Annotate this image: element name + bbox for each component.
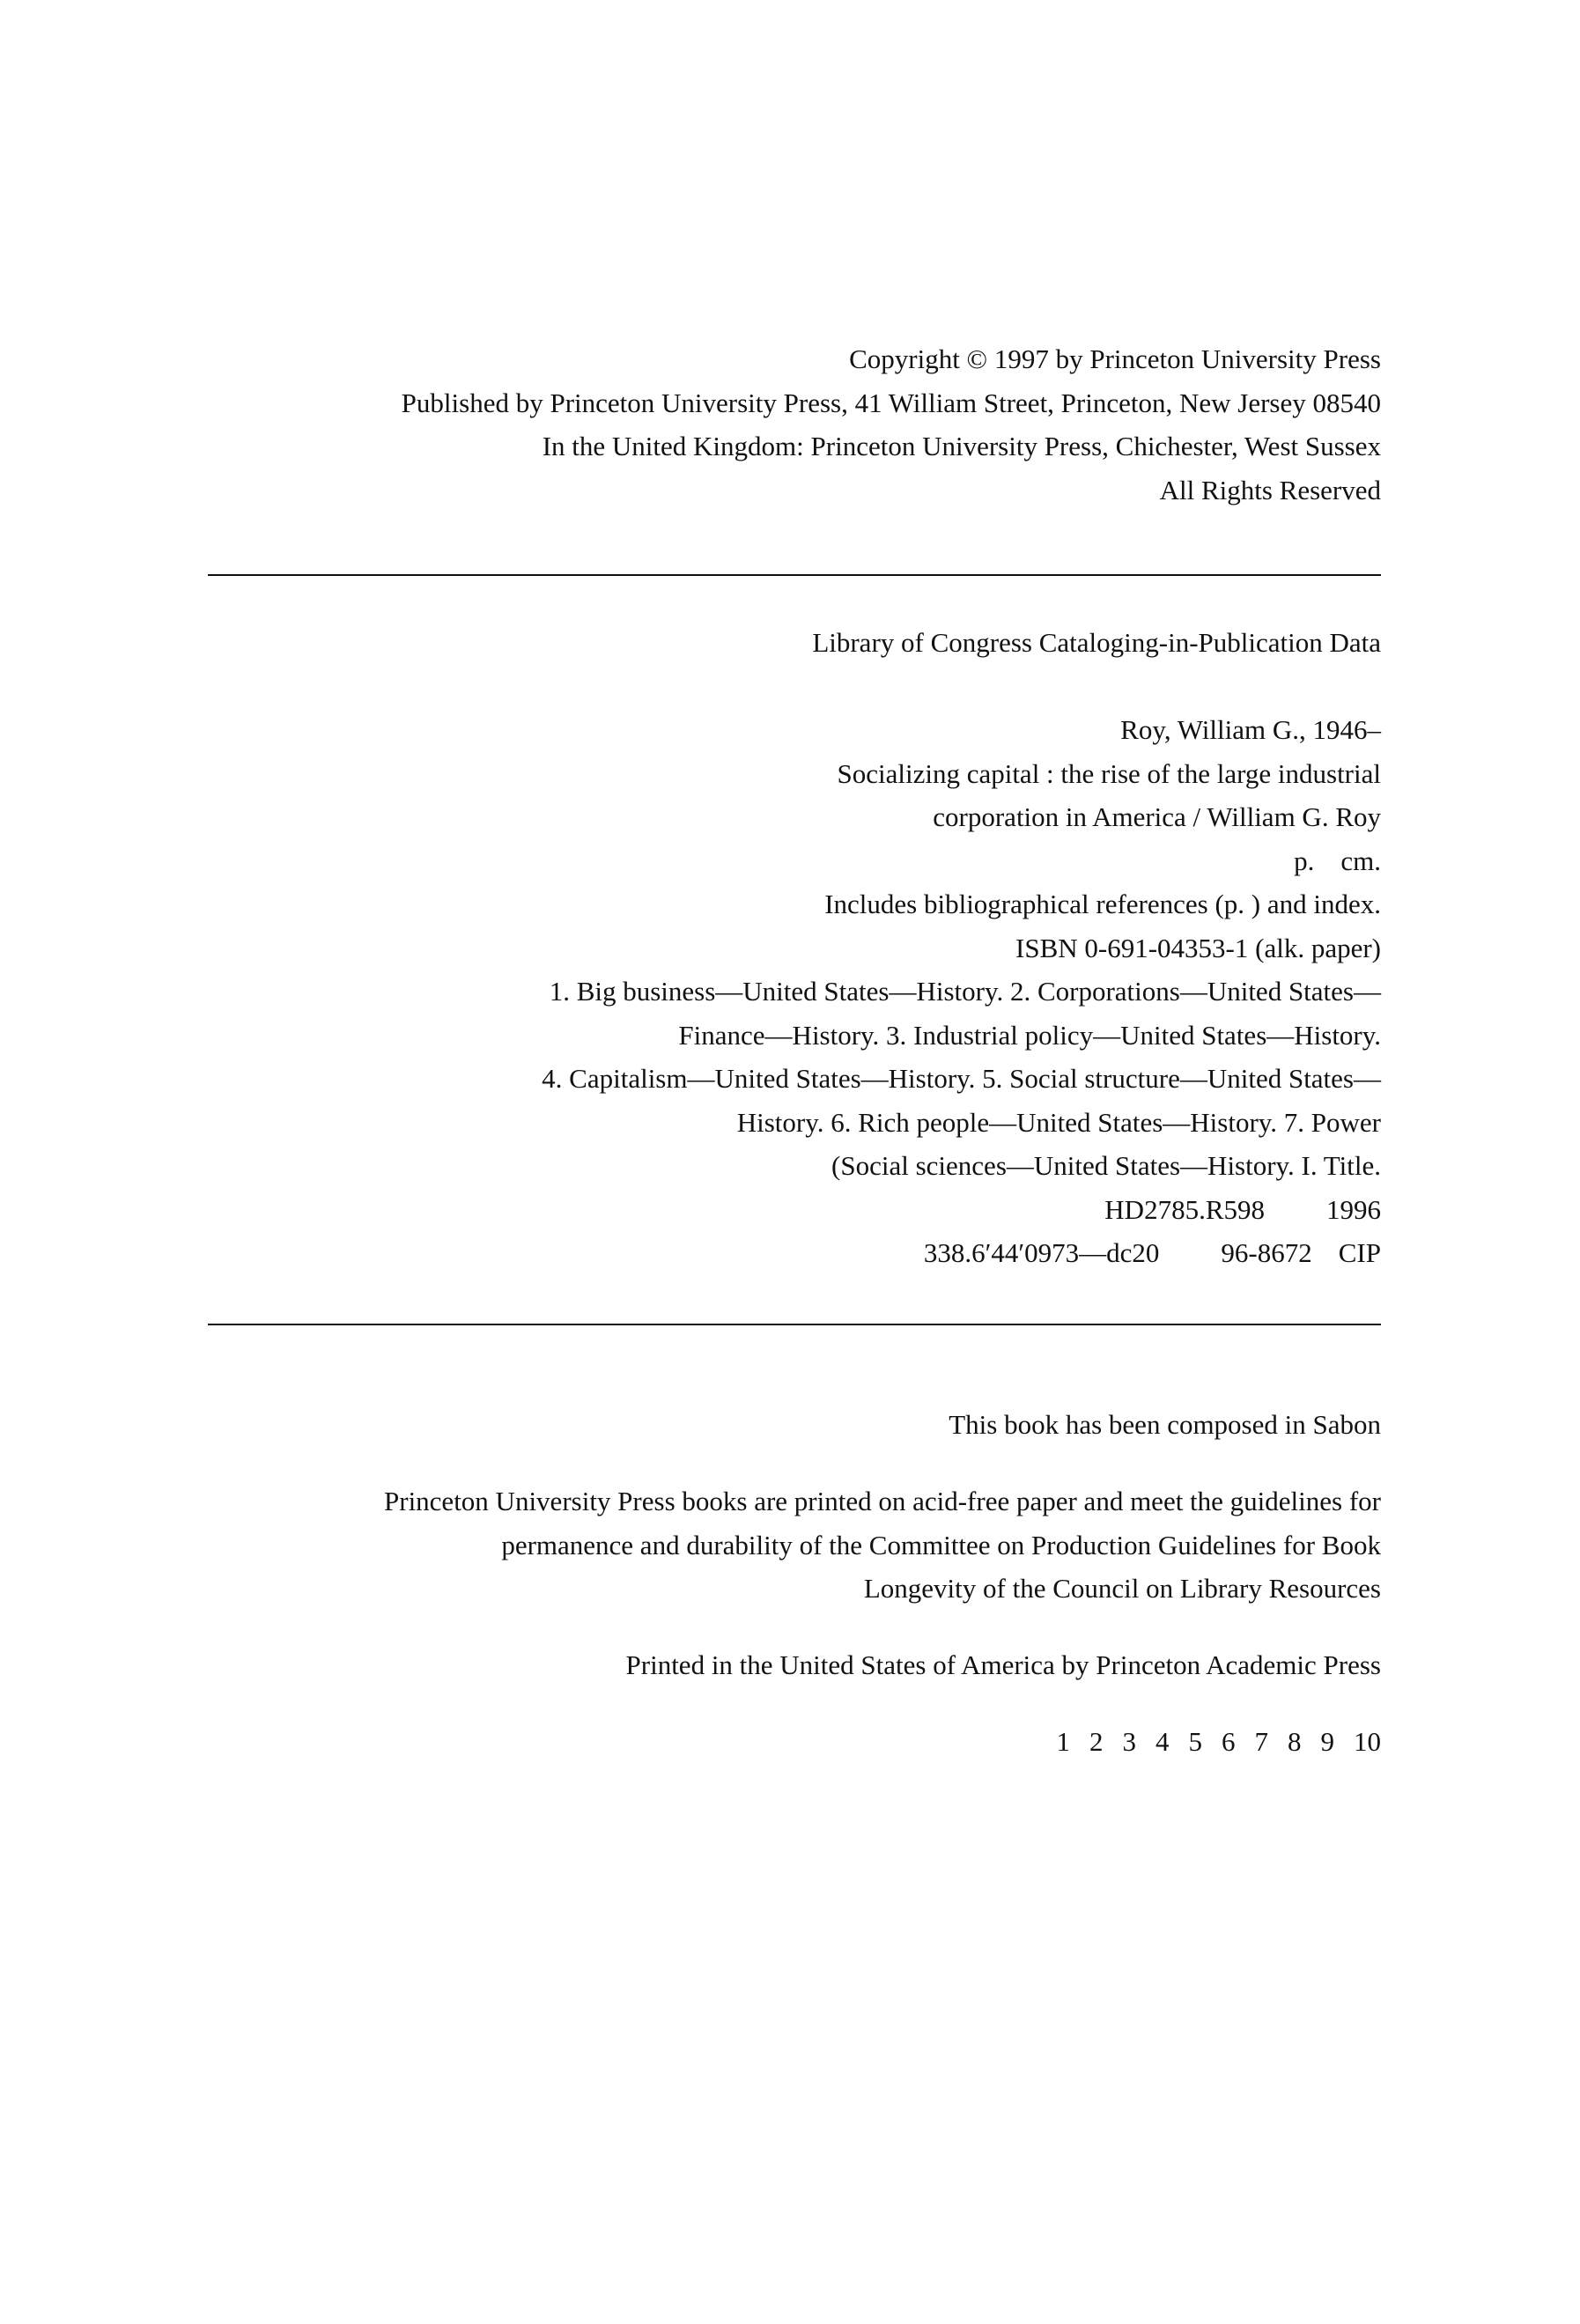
- cip-subject-line: 1. Big business—United States—History. 2. Corporations—United States—: [549, 976, 1381, 1007]
- divider-top: [208, 574, 1381, 576]
- paper-note: [384, 1479, 1381, 1611]
- cip-p: p.: [1294, 845, 1315, 876]
- cip-lc-class: HD2785.R598: [1104, 1193, 1265, 1225]
- cip-author: Roy, William G., 1946–: [1120, 714, 1381, 745]
- cip-lc-classification: [542, 1188, 1381, 1232]
- printing-number: 4: [1155, 1726, 1170, 1757]
- copyright-block: [402, 337, 1381, 512]
- cip-lc-year: 1996: [1326, 1193, 1381, 1225]
- cip-lccn: 96-8672: [1221, 1237, 1312, 1268]
- printer-note: [626, 1643, 1381, 1687]
- cip-block: [542, 621, 1381, 1275]
- cip-subject-line: (Social sciences—United States—History. I. Title.: [831, 1150, 1381, 1181]
- printing-number: 7: [1254, 1726, 1268, 1757]
- typeface-note: [949, 1403, 1381, 1447]
- printing-line: [1037, 1720, 1382, 1764]
- paper-line-2: permanence and durability of the Committee on Production Guidelines for Book: [501, 1529, 1381, 1560]
- printing-number: 5: [1188, 1726, 1202, 1757]
- cip-cm: cm.: [1340, 845, 1381, 876]
- printing-number: 1: [1056, 1726, 1070, 1757]
- rights-line: All Rights Reserved: [1159, 474, 1381, 505]
- cip-title-line-2: corporation in America / William G. Roy: [933, 801, 1381, 832]
- printing-number: 3: [1122, 1726, 1136, 1757]
- cip-isbn: ISBN 0-691-04353-1 (alk. paper): [1015, 932, 1381, 963]
- cip-subject-line: History. 6. Rich people—United States—History. 7. Power: [736, 1106, 1381, 1138]
- spacer: [542, 665, 1381, 709]
- copyright-line: Copyright © 1997 by Princeton University Press: [849, 343, 1381, 374]
- divider-bottom: [208, 1324, 1381, 1325]
- paper-line-3: Longevity of the Council on Library Resources: [863, 1573, 1381, 1604]
- cip-bibliography-note: Includes bibliographical references (p. ) and index.: [824, 889, 1381, 919]
- cip-pagination: [542, 839, 1381, 883]
- cip-label: CIP: [1338, 1237, 1381, 1268]
- composed-line: This book has been composed in Sabon: [949, 1409, 1381, 1440]
- publisher-line: Published by Princeton University Press, 41 William Street, Princeton, New Jersey 08540: [401, 387, 1381, 418]
- printing-number: 9: [1320, 1726, 1334, 1757]
- printing-number: 6: [1222, 1726, 1236, 1757]
- printing-number: 8: [1288, 1726, 1302, 1757]
- cip-dewey-line: [542, 1231, 1381, 1275]
- printed-line: Printed in the United States of America by Princeton Academic Press: [625, 1649, 1381, 1680]
- printing-number: 10: [1354, 1726, 1381, 1757]
- printing-number: 2: [1089, 1726, 1104, 1757]
- cip-title-line-1: Socializing capital : the rise of the large industrial: [837, 757, 1381, 789]
- cip-dewey: 338.6′44′0973—dc20: [923, 1237, 1160, 1268]
- printing-numbers: [1037, 1720, 1382, 1764]
- paper-line-1: Princeton University Press books are printed on acid-free paper and meet the guidelines for: [384, 1486, 1381, 1516]
- cip-subject-line: 4. Capitalism—United States—History. 5. Social structure—United States—: [542, 1063, 1381, 1094]
- cip-heading: Library of Congress Cataloging-in-Publication Data: [812, 627, 1381, 658]
- uk-publisher-line: In the United Kingdom: Princeton University Press, Chichester, West Sussex: [542, 431, 1381, 461]
- cip-subject-line: Finance—History. 3. Industrial policy—United States—History.: [678, 1019, 1381, 1051]
